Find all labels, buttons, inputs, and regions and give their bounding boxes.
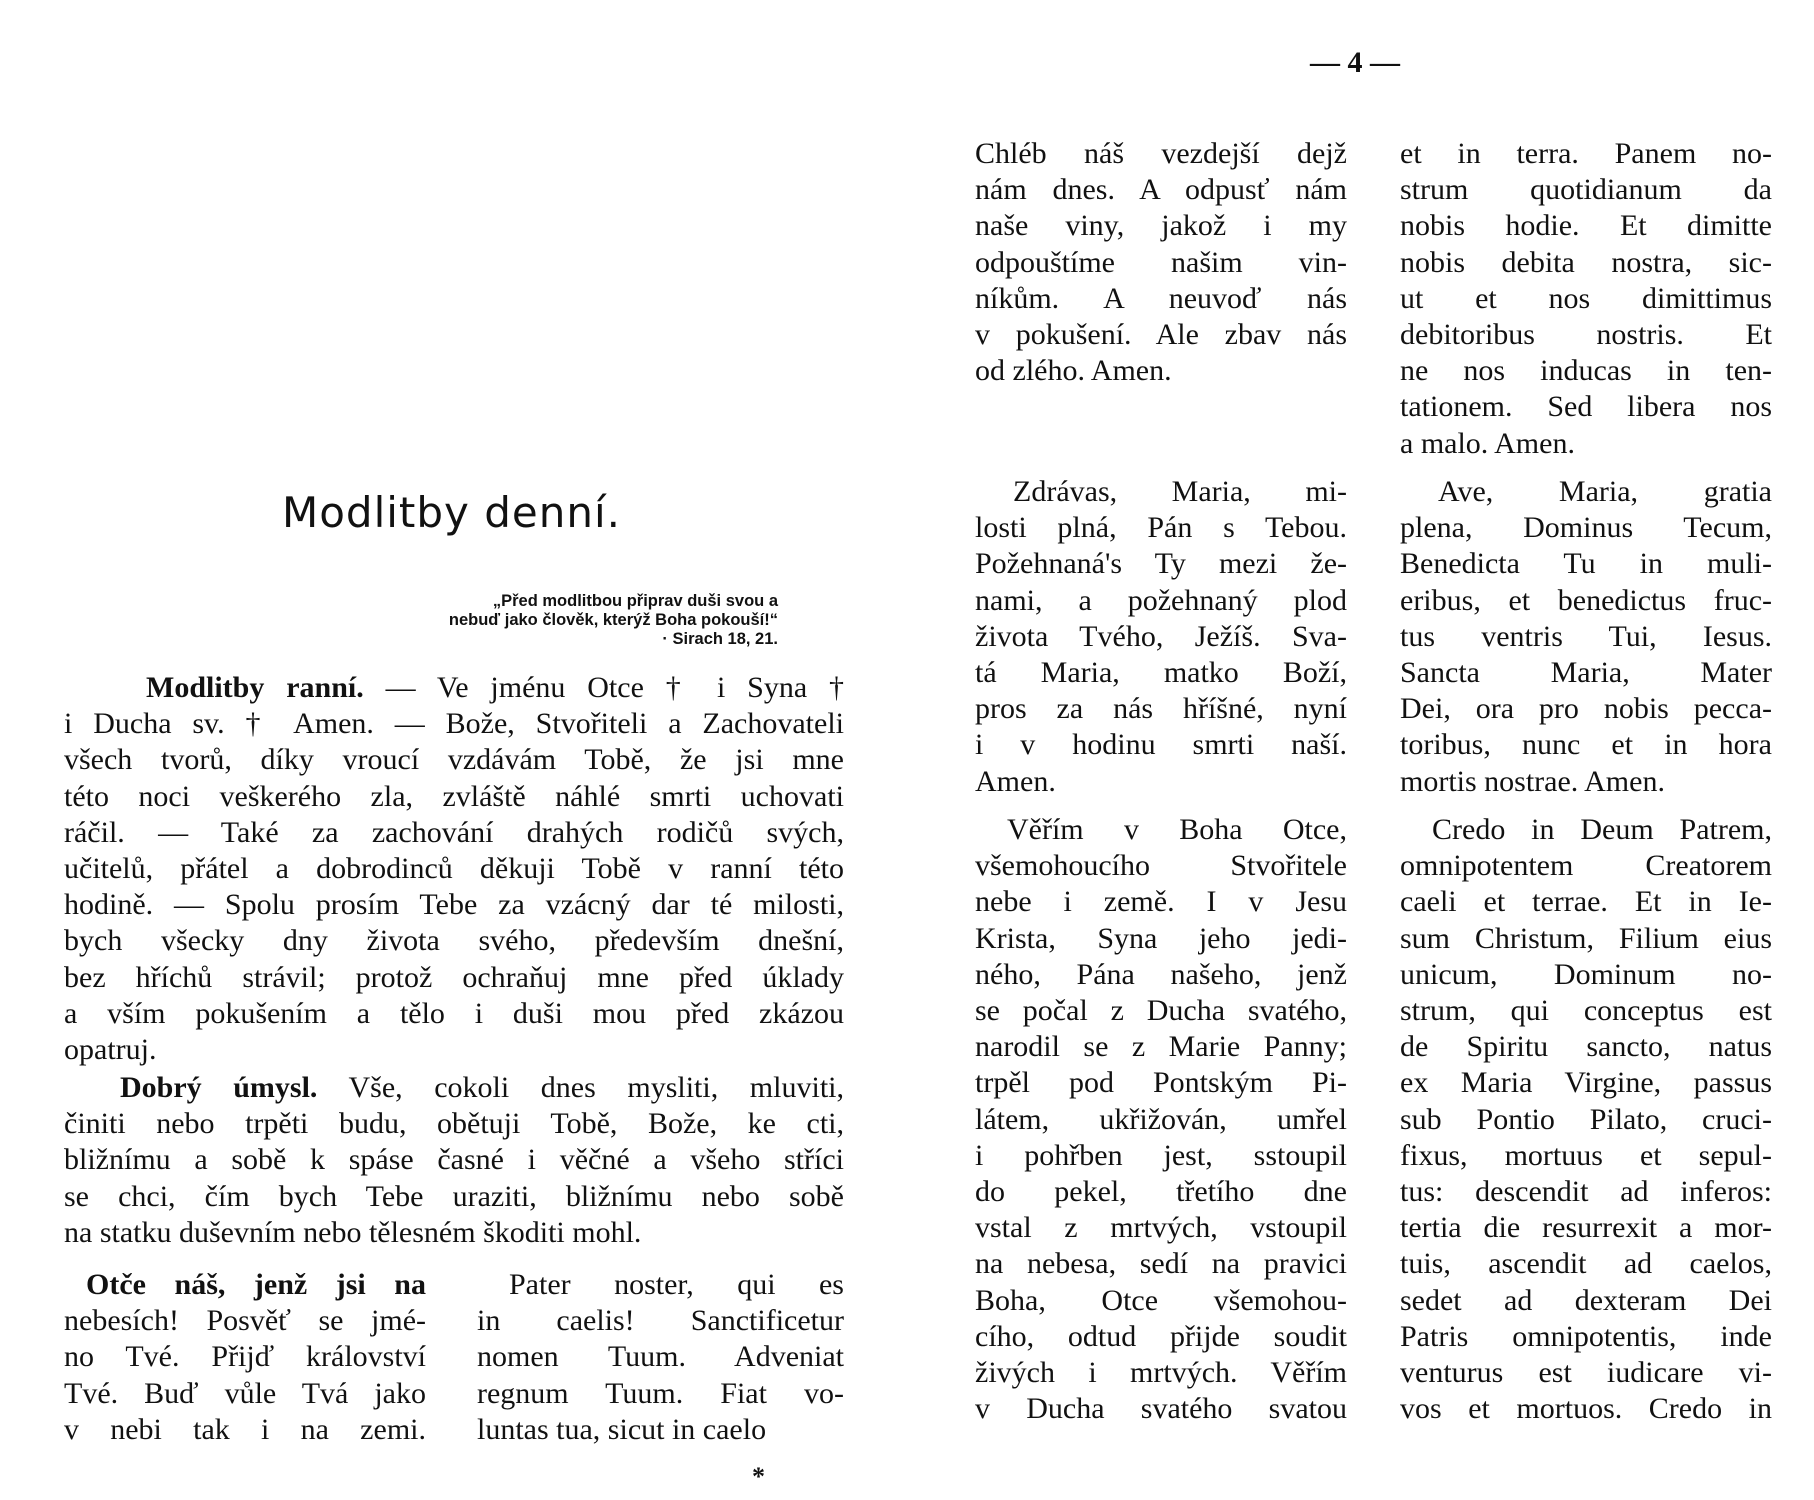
text-line: unicum, Dominum no- (1400, 957, 1772, 991)
text-line: opatruj. (64, 1033, 157, 1067)
section-title: Modlitby denní. (282, 488, 622, 537)
our-father-czech-continued (975, 136, 1347, 389)
text-line: tationem. Sed libera nos (1400, 390, 1772, 424)
text-line: nebesích! Posvěť se jmé- (64, 1304, 426, 1338)
text-line: venturus est iudicare vi- (1400, 1356, 1772, 1390)
text-line: vos et mortuos. Credo in (1400, 1392, 1772, 1426)
text-line: nomen Tuum. Adveniat (477, 1340, 844, 1374)
text-line: Pater noster, qui es (509, 1268, 844, 1301)
text-line: bližnímu a sobě k spáse časné i věčné a všeho stříci (64, 1143, 844, 1177)
text-line: nobis debita nostra, sic- (1400, 245, 1772, 279)
good-intention-paragraph (64, 1070, 844, 1251)
hail-mary-czech (975, 474, 1347, 800)
morning-prayer-first-line (64, 670, 844, 706)
page-number: — 4 — (1310, 46, 1400, 79)
text-line: všech tvorů, díky vroucí vzdávám Tobě, že jsi mne (64, 743, 844, 777)
text-line: de Spiritu sancto, natus (1400, 1030, 1772, 1064)
text-line: a malo. Amen. (1400, 426, 1575, 460)
text-line: činiti nebo trpěti budu, obětuji Tobě, Bože, ke cti, (64, 1107, 844, 1141)
pater-noster-latin (477, 1267, 844, 1448)
text-line: strum quotidianum da (1400, 173, 1772, 207)
morning-prayer-paragraph (64, 670, 844, 1068)
text-line: losti plná, Pán s Tebou. (975, 511, 1347, 545)
pater-noster-latin-continued (1400, 136, 1772, 462)
text-line: et in terra. Panem no- (1400, 137, 1772, 170)
text-line: tertia die resurrexit a mor- (1400, 1211, 1772, 1245)
text-line: naše viny, jakož i my (975, 209, 1347, 243)
text-line: tá Maria, matko Boží, (975, 656, 1347, 690)
text-line: Sancta Maria, Mater (1400, 656, 1772, 690)
text-line: ex Maria Virgine, passus (1400, 1066, 1772, 1100)
good-intention-first-line (64, 1070, 844, 1106)
text-line: Ave, Maria, gratia (1438, 475, 1772, 508)
lords-prayer-czech (64, 1267, 426, 1448)
lords-prayer-heading: Otče náš, jenž jsi na (86, 1268, 426, 1301)
text-line: narodil se z Marie Panny; (975, 1030, 1347, 1064)
text-line: nobis hodie. Et dimitte (1400, 209, 1772, 243)
text-line: ného, Pána našeho, jenž (975, 957, 1347, 991)
text-line: in caelis! Sanctificetur (477, 1304, 844, 1338)
text-line: ráčil. — Také za zachování drahých rodičů svých, (64, 815, 844, 849)
text-line: no Tvé. Přijď království (64, 1340, 426, 1374)
text-line: života Tvého, Ježíš. Sva- (975, 619, 1347, 653)
text-line: se chci, čím bych Tebe uraziti, bližnímu nebo sobě (64, 1179, 844, 1213)
text-line: učitelů, přátel a dobrodinců děkuji Tobě v ranní této (64, 852, 844, 886)
text-line: nebe i země. I v Jesu (975, 885, 1347, 919)
text-line: — Ve jménu Otce † i Syna † (385, 671, 844, 704)
text-line: této noci veškerého zla, zvláště náhlé smrti uchovati (64, 779, 844, 813)
text-line: níkům. A neuvoď nás (975, 281, 1347, 315)
text-line: plena, Dominus Tecum, (1400, 511, 1772, 545)
text-line: od zlého. Amen. (975, 354, 1172, 388)
text-line: Benedicta Tu in muli- (1400, 547, 1772, 581)
text-line: Dei, ora pro nobis pecca- (1400, 692, 1772, 726)
ave-maria-latin (1400, 474, 1772, 800)
footer-asterisk: * (752, 1462, 765, 1491)
text-line: do pekel, třetího dne (975, 1175, 1347, 1209)
text-line: pros za nás hříšné, nyní (975, 692, 1347, 726)
text-line: vstal z mrtvých, vstoupil (975, 1211, 1347, 1245)
text-line: luntas tua, sicut in caelo (477, 1412, 767, 1446)
good-intention-heading: Dobrý úmysl. (120, 1071, 318, 1104)
text-line: na nebesa, sedí na pravici (975, 1247, 1347, 1281)
text-line: živých i mrtvých. Věřím (975, 1356, 1347, 1390)
text-line: Tvé. Buď vůle Tvá jako (64, 1376, 426, 1410)
text-line: mortis nostrae. Amen. (1400, 764, 1665, 798)
text-line: se počal z Ducha svatého, (975, 994, 1347, 1028)
text-line: na statku duševním nebo tělesném škoditi mohl. (64, 1215, 642, 1249)
text-line: sum Christum, Filium eius (1400, 921, 1772, 955)
text-line: i v hodinu smrti naší. (975, 728, 1347, 762)
text-line: v Ducha svatého svatou (975, 1392, 1347, 1426)
text-line: cího, odtud přijde soudit (975, 1319, 1347, 1353)
text-line: i Ducha sv. † Amen. — Bože, Stvořiteli a Zachovateli (64, 707, 844, 741)
text-line: Požehnaná's Ty mezi že- (975, 547, 1347, 581)
text-line: bych všecky dny života svého, především dnešní, (64, 924, 844, 958)
text-line: fixus, mortuus et sepul- (1400, 1138, 1772, 1172)
text-line: ne nos inducas in ten- (1400, 354, 1772, 388)
text-line: nami, a požehnaný plod (975, 583, 1347, 617)
text-line: Credo in Deum Patrem, (1432, 813, 1772, 846)
text-line: Zdrávas, Maria, mi- (1013, 475, 1347, 508)
text-line: bez hříchů strávil; protož ochraňuj mne před úklady (64, 960, 844, 994)
text-line: odpouštíme našim vin- (975, 245, 1347, 279)
motto-citation: · Sirach 18, 21. (662, 630, 778, 648)
text-line: toribus, nunc et in hora (1400, 728, 1772, 762)
text-line: sub Pontio Pilato, cruci- (1400, 1102, 1772, 1136)
text-line: regnum Tuum. Fiat vo- (477, 1376, 844, 1410)
text-line: omnipotentem Creatorem (1400, 849, 1772, 883)
motto-quote (370, 592, 778, 649)
text-line: trpěl pod Pontským Pi- (975, 1066, 1347, 1100)
text-line: v nebi tak i na zemi. (64, 1412, 426, 1446)
text-line: i pohřben jest, sstoupil (975, 1138, 1347, 1172)
text-line: nám dnes. A odpusť nám (975, 173, 1347, 207)
text-line: Amen. (975, 764, 1056, 798)
text-line: eribus, et benedictus fruc- (1400, 583, 1772, 617)
text-line: v pokušení. Ale zbav nás (975, 318, 1347, 352)
text-line: tuis, ascendit ad caelos, (1400, 1247, 1772, 1281)
text-line: ut et nos dimittimus (1400, 281, 1772, 315)
text-line: Krista, Syna jeho jedi- (975, 921, 1347, 955)
credo-latin (1400, 812, 1772, 1427)
text-line: caeli et terrae. Et in Ie- (1400, 885, 1772, 919)
text-line: všemohoucího Stvořitele (975, 849, 1347, 883)
motto-line: nebuď jako člověk, kterýž Boha pokouší!“ (448, 611, 778, 629)
text-line: látem, ukřižován, umřel (975, 1102, 1347, 1136)
text-line: Chléb náš vezdejší dejž (975, 137, 1347, 170)
text-line: tus ventris Tui, Iesus. (1400, 619, 1772, 653)
text-line: strum, qui conceptus est (1400, 994, 1772, 1028)
text-line: Vše, cokoli dnes mysliti, mluviti, (348, 1071, 844, 1104)
motto-line: „Před modlitbou připrav duši svou a (492, 592, 778, 610)
text-line: hodině. — Spolu prosím Tebe za vzácný dar té milosti, (64, 888, 844, 922)
creed-czech (975, 812, 1347, 1427)
text-line: a vším pokušením a tělo i duši mou před zkázou (64, 996, 844, 1030)
text-line: Věřím v Boha Otce, (1007, 813, 1347, 846)
text-line: tus: descendit ad inferos: (1400, 1175, 1772, 1209)
text-line: Boha, Otce všemohou- (975, 1283, 1347, 1317)
text-line: sedet ad dexteram Dei (1400, 1283, 1772, 1317)
text-line: debitoribus nostris. Et (1400, 318, 1772, 352)
text-line: Patris omnipotentis, inde (1400, 1319, 1772, 1353)
morning-prayer-heading: Modlitby ranní. (146, 671, 364, 704)
